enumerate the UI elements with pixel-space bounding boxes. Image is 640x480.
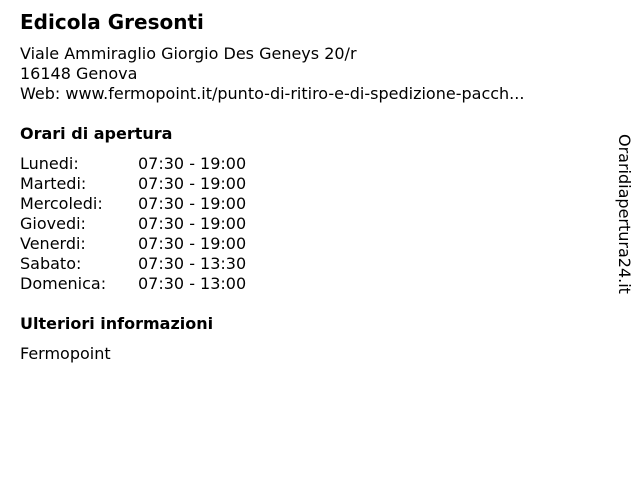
additional-info-text: Fermopoint xyxy=(20,344,111,363)
hours-time: 07:30 - 19:00 xyxy=(138,154,247,173)
hours-time: 07:30 - 19:00 xyxy=(138,214,247,233)
hours-time: 07:30 - 13:00 xyxy=(138,274,247,293)
address-street: Viale Ammiraglio Giorgio Des Geneys 20/r xyxy=(20,44,357,63)
hours-time: 07:30 - 19:00 xyxy=(138,194,247,213)
hours-time: 07:30 - 13:30 xyxy=(138,254,247,273)
website-link[interactable]: Web: www.fermopoint.it/punto-di-ritiro-e-di-spedizione-pacch... xyxy=(20,84,525,103)
hours-day: Sabato: xyxy=(20,254,82,273)
hours-day: Venerdi: xyxy=(20,234,86,253)
additional-info-heading: Ulteriori informazioni xyxy=(20,314,214,333)
address-city: 16148 Genova xyxy=(20,64,138,83)
store-name: Edicola Gresonti xyxy=(20,10,204,34)
hours-day: Giovedi: xyxy=(20,214,86,233)
store-address xyxy=(20,44,524,104)
hours-day: Mercoledi: xyxy=(20,194,103,213)
site-brand-watermark: Oraridiapertura24.it xyxy=(615,134,634,294)
hours-time: 07:30 - 19:00 xyxy=(138,174,247,193)
hours-day: Martedi: xyxy=(20,174,87,193)
hours-time: 07:30 - 19:00 xyxy=(138,234,247,253)
opening-hours-heading: Orari di apertura xyxy=(20,124,173,143)
hours-day: Lunedi: xyxy=(20,154,79,173)
hours-day: Domenica: xyxy=(20,274,107,293)
